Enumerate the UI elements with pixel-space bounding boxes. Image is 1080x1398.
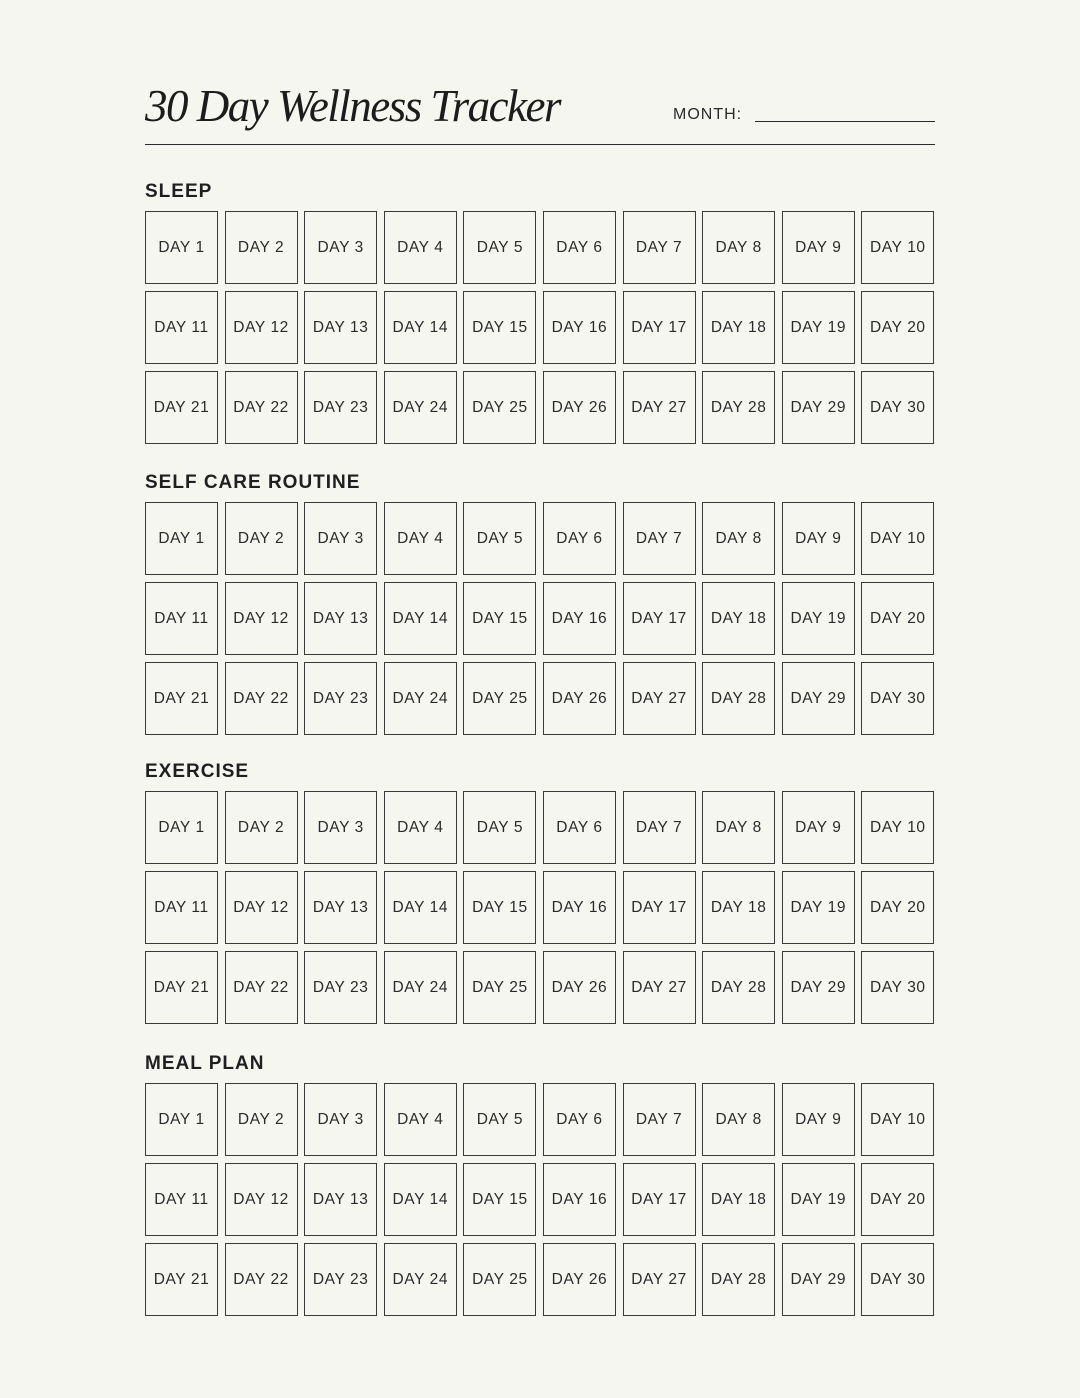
exercise-day-box-13[interactable]: DAY 13 bbox=[304, 871, 377, 944]
sleep-day-box-27[interactable]: DAY 27 bbox=[623, 371, 696, 444]
exercise-day-box-11[interactable]: DAY 11 bbox=[145, 871, 218, 944]
meal-plan-day-box-25[interactable]: DAY 25 bbox=[463, 1243, 536, 1316]
sleep-day-box-18[interactable]: DAY 18 bbox=[702, 291, 775, 364]
self-care-routine-day-box-23[interactable]: DAY 23 bbox=[304, 662, 377, 735]
exercise-day-box-5[interactable]: DAY 5 bbox=[463, 791, 536, 864]
day-grid bbox=[145, 1083, 935, 1316]
meal-plan-day-box-13[interactable]: DAY 13 bbox=[304, 1163, 377, 1236]
month-field[interactable] bbox=[755, 121, 935, 122]
self-care-routine-day-box-9[interactable]: DAY 9 bbox=[782, 502, 855, 575]
self-care-routine-day-box-30[interactable]: DAY 30 bbox=[861, 662, 934, 735]
exercise-day-box-7[interactable]: DAY 7 bbox=[623, 791, 696, 864]
meal-plan-day-box-5[interactable]: DAY 5 bbox=[463, 1083, 536, 1156]
meal-plan-day-box-29[interactable]: DAY 29 bbox=[782, 1243, 855, 1316]
sleep-day-box-21[interactable]: DAY 21 bbox=[145, 371, 218, 444]
self-care-routine-day-box-21[interactable]: DAY 21 bbox=[145, 662, 218, 735]
self-care-routine-day-box-27[interactable]: DAY 27 bbox=[623, 662, 696, 735]
sleep-day-box-1[interactable]: DAY 1 bbox=[145, 211, 218, 284]
sleep-day-box-30[interactable]: DAY 30 bbox=[861, 371, 934, 444]
month-label: MONTH: bbox=[673, 106, 743, 123]
exercise-day-box-6[interactable]: DAY 6 bbox=[543, 791, 616, 864]
meal-plan-day-box-20[interactable]: DAY 20 bbox=[861, 1163, 934, 1236]
self-care-routine-day-box-24[interactable]: DAY 24 bbox=[384, 662, 457, 735]
sleep-day-box-3[interactable]: DAY 3 bbox=[304, 211, 377, 284]
exercise-day-box-29[interactable]: DAY 29 bbox=[782, 951, 855, 1024]
exercise-day-box-8[interactable]: DAY 8 bbox=[702, 791, 775, 864]
exercise-day-box-10[interactable]: DAY 10 bbox=[861, 791, 934, 864]
self-care-routine-day-box-3[interactable]: DAY 3 bbox=[304, 502, 377, 575]
self-care-routine-day-box-20[interactable]: DAY 20 bbox=[861, 582, 934, 655]
sleep-day-box-22[interactable]: DAY 22 bbox=[225, 371, 298, 444]
self-care-routine-day-box-4[interactable]: DAY 4 bbox=[384, 502, 457, 575]
meal-plan-day-box-1[interactable]: DAY 1 bbox=[145, 1083, 218, 1156]
meal-plan-day-box-24[interactable]: DAY 24 bbox=[384, 1243, 457, 1316]
exercise-day-box-26[interactable]: DAY 26 bbox=[543, 951, 616, 1024]
self-care-routine-day-box-25[interactable]: DAY 25 bbox=[463, 662, 536, 735]
sleep-day-box-7[interactable]: DAY 7 bbox=[623, 211, 696, 284]
self-care-routine-day-box-10[interactable]: DAY 10 bbox=[861, 502, 934, 575]
self-care-routine-day-box-7[interactable]: DAY 7 bbox=[623, 502, 696, 575]
sleep-day-box-28[interactable]: DAY 28 bbox=[702, 371, 775, 444]
self-care-routine-day-box-26[interactable]: DAY 26 bbox=[543, 662, 616, 735]
meal-plan-day-box-11[interactable]: DAY 11 bbox=[145, 1163, 218, 1236]
sleep-day-box-17[interactable]: DAY 17 bbox=[623, 291, 696, 364]
meal-plan-day-box-19[interactable]: DAY 19 bbox=[782, 1163, 855, 1236]
exercise-day-box-2[interactable]: DAY 2 bbox=[225, 791, 298, 864]
meal-plan-day-box-23[interactable]: DAY 23 bbox=[304, 1243, 377, 1316]
sleep-day-box-4[interactable]: DAY 4 bbox=[384, 211, 457, 284]
exercise-day-box-23[interactable]: DAY 23 bbox=[304, 951, 377, 1024]
meal-plan-day-box-12[interactable]: DAY 12 bbox=[225, 1163, 298, 1236]
self-care-routine-day-box-16[interactable]: DAY 16 bbox=[543, 582, 616, 655]
exercise-day-box-15[interactable]: DAY 15 bbox=[463, 871, 536, 944]
exercise-day-box-22[interactable]: DAY 22 bbox=[225, 951, 298, 1024]
meal-plan-day-box-27[interactable]: DAY 27 bbox=[623, 1243, 696, 1316]
self-care-routine-day-box-11[interactable]: DAY 11 bbox=[145, 582, 218, 655]
section-title: SELF CARE ROUTINE bbox=[145, 472, 361, 493]
exercise-day-box-21[interactable]: DAY 21 bbox=[145, 951, 218, 1024]
sleep-day-box-2[interactable]: DAY 2 bbox=[225, 211, 298, 284]
exercise-day-box-16[interactable]: DAY 16 bbox=[543, 871, 616, 944]
page-title: 30 Day Wellness Tracker bbox=[145, 81, 561, 131]
exercise-day-box-17[interactable]: DAY 17 bbox=[623, 871, 696, 944]
self-care-routine-day-box-15[interactable]: DAY 15 bbox=[463, 582, 536, 655]
self-care-routine-day-box-22[interactable]: DAY 22 bbox=[225, 662, 298, 735]
section-title: EXERCISE bbox=[145, 761, 250, 782]
day-grid bbox=[145, 502, 935, 735]
exercise-day-box-27[interactable]: DAY 27 bbox=[623, 951, 696, 1024]
sleep-day-box-6[interactable]: DAY 6 bbox=[543, 211, 616, 284]
sleep-day-box-11[interactable]: DAY 11 bbox=[145, 291, 218, 364]
sleep-day-box-29[interactable]: DAY 29 bbox=[782, 371, 855, 444]
meal-plan-day-box-10[interactable]: DAY 10 bbox=[861, 1083, 934, 1156]
meal-plan-day-box-28[interactable]: DAY 28 bbox=[702, 1243, 775, 1316]
exercise-day-box-19[interactable]: DAY 19 bbox=[782, 871, 855, 944]
exercise-day-box-25[interactable]: DAY 25 bbox=[463, 951, 536, 1024]
self-care-routine-day-box-8[interactable]: DAY 8 bbox=[702, 502, 775, 575]
sleep-day-box-5[interactable]: DAY 5 bbox=[463, 211, 536, 284]
sleep-day-box-9[interactable]: DAY 9 bbox=[782, 211, 855, 284]
meal-plan-day-box-16[interactable]: DAY 16 bbox=[543, 1163, 616, 1236]
day-grid bbox=[145, 791, 935, 1024]
meal-plan-day-box-26[interactable]: DAY 26 bbox=[543, 1243, 616, 1316]
self-care-routine-day-box-12[interactable]: DAY 12 bbox=[225, 582, 298, 655]
meal-plan-day-box-22[interactable]: DAY 22 bbox=[225, 1243, 298, 1316]
self-care-routine-day-box-29[interactable]: DAY 29 bbox=[782, 662, 855, 735]
meal-plan-day-box-9[interactable]: DAY 9 bbox=[782, 1083, 855, 1156]
exercise-day-box-24[interactable]: DAY 24 bbox=[384, 951, 457, 1024]
sleep-day-box-15[interactable]: DAY 15 bbox=[463, 291, 536, 364]
exercise-day-box-3[interactable]: DAY 3 bbox=[304, 791, 377, 864]
sleep-day-box-8[interactable]: DAY 8 bbox=[702, 211, 775, 284]
self-care-routine-day-box-6[interactable]: DAY 6 bbox=[543, 502, 616, 575]
sleep-day-box-25[interactable]: DAY 25 bbox=[463, 371, 536, 444]
meal-plan-day-box-7[interactable]: DAY 7 bbox=[623, 1083, 696, 1156]
meal-plan-day-box-30[interactable]: DAY 30 bbox=[861, 1243, 934, 1316]
sleep-day-box-19[interactable]: DAY 19 bbox=[782, 291, 855, 364]
self-care-routine-day-box-28[interactable]: DAY 28 bbox=[702, 662, 775, 735]
self-care-routine-day-box-18[interactable]: DAY 18 bbox=[702, 582, 775, 655]
sleep-day-box-10[interactable]: DAY 10 bbox=[861, 211, 934, 284]
self-care-routine-day-box-5[interactable]: DAY 5 bbox=[463, 502, 536, 575]
exercise-day-box-30[interactable]: DAY 30 bbox=[861, 951, 934, 1024]
meal-plan-day-box-15[interactable]: DAY 15 bbox=[463, 1163, 536, 1236]
meal-plan-day-box-2[interactable]: DAY 2 bbox=[225, 1083, 298, 1156]
sleep-day-box-24[interactable]: DAY 24 bbox=[384, 371, 457, 444]
meal-plan-day-box-14[interactable]: DAY 14 bbox=[384, 1163, 457, 1236]
section-title: SLEEP bbox=[145, 181, 213, 202]
sleep-day-box-23[interactable]: DAY 23 bbox=[304, 371, 377, 444]
self-care-routine-day-box-17[interactable]: DAY 17 bbox=[623, 582, 696, 655]
meal-plan-day-box-6[interactable]: DAY 6 bbox=[543, 1083, 616, 1156]
day-grid bbox=[145, 211, 935, 444]
meal-plan-day-box-8[interactable]: DAY 8 bbox=[702, 1083, 775, 1156]
exercise-day-box-12[interactable]: DAY 12 bbox=[225, 871, 298, 944]
meal-plan-day-box-18[interactable]: DAY 18 bbox=[702, 1163, 775, 1236]
meal-plan-day-box-3[interactable]: DAY 3 bbox=[304, 1083, 377, 1156]
meal-plan-day-box-17[interactable]: DAY 17 bbox=[623, 1163, 696, 1236]
sleep-day-box-20[interactable]: DAY 20 bbox=[861, 291, 934, 364]
meal-plan-day-box-21[interactable]: DAY 21 bbox=[145, 1243, 218, 1316]
exercise-day-box-9[interactable]: DAY 9 bbox=[782, 791, 855, 864]
self-care-routine-day-box-13[interactable]: DAY 13 bbox=[304, 582, 377, 655]
exercise-day-box-18[interactable]: DAY 18 bbox=[702, 871, 775, 944]
exercise-day-box-4[interactable]: DAY 4 bbox=[384, 791, 457, 864]
sleep-day-box-13[interactable]: DAY 13 bbox=[304, 291, 377, 364]
sleep-day-box-26[interactable]: DAY 26 bbox=[543, 371, 616, 444]
sleep-day-box-16[interactable]: DAY 16 bbox=[543, 291, 616, 364]
self-care-routine-day-box-1[interactable]: DAY 1 bbox=[145, 502, 218, 575]
sleep-day-box-14[interactable]: DAY 14 bbox=[384, 291, 457, 364]
meal-plan-day-box-4[interactable]: DAY 4 bbox=[384, 1083, 457, 1156]
exercise-day-box-20[interactable]: DAY 20 bbox=[861, 871, 934, 944]
exercise-day-box-1[interactable]: DAY 1 bbox=[145, 791, 218, 864]
self-care-routine-day-box-14[interactable]: DAY 14 bbox=[384, 582, 457, 655]
exercise-day-box-14[interactable]: DAY 14 bbox=[384, 871, 457, 944]
self-care-routine-day-box-2[interactable]: DAY 2 bbox=[225, 502, 298, 575]
self-care-routine-day-box-19[interactable]: DAY 19 bbox=[782, 582, 855, 655]
exercise-day-box-28[interactable]: DAY 28 bbox=[702, 951, 775, 1024]
sleep-day-box-12[interactable]: DAY 12 bbox=[225, 291, 298, 364]
section-title: MEAL PLAN bbox=[145, 1053, 265, 1074]
header-divider bbox=[145, 144, 935, 145]
